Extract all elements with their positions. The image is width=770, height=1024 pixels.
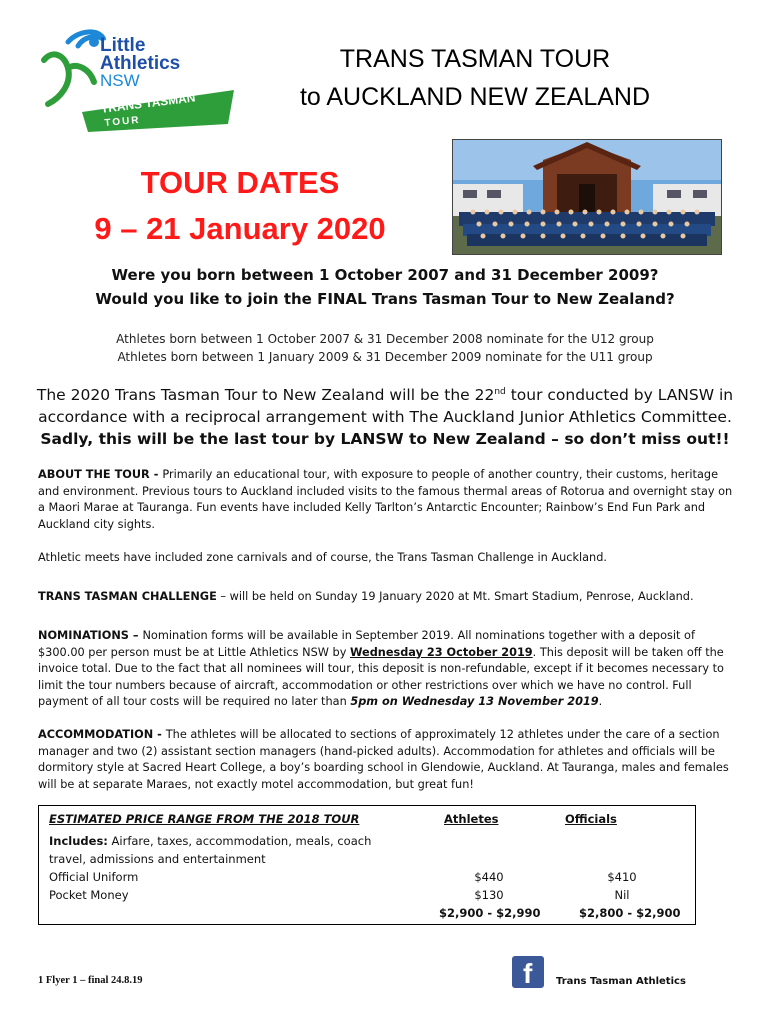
little-athletics-logo <box>38 28 238 138</box>
nominations-paragraph: NOMINATIONS – Nomination forms will be available in September 2019. All nominations together with a deposit of $300.00 per person must be at Little Athletics NSW by Wednesday 23 October 2019. This deposit will be taken off the invoice total. Due to the fact that all nominees will tour, this deposit is non-refundable, except if it becomes necessary to limit the tour numbers because of aircraft, accommodation or other restrictions over which we have no control. Full payment of all tour costs will be required no later than 5pm on Wednesday 13 November 2019. <box>38 629 724 708</box>
logo-line3: NSW <box>100 71 140 90</box>
question-birth-dates: Were you born between 1 October 2007 and 31 December 2009? <box>111 266 659 284</box>
row-athletes-value: $130 <box>474 888 504 902</box>
footer-org: Trans Tasman Athletics <box>556 976 686 987</box>
row-officials-value: $410 <box>607 870 637 884</box>
nominate-u12: Athletes born between 1 October 2007 & 31 December 2008 nominate for the U12 group <box>116 332 654 346</box>
includes-line1: Includes: Airfare, taxes, accommodation, meals, coach <box>49 834 372 848</box>
intro-paragraph <box>30 381 740 450</box>
nominations-deadline: Wednesday 23 October 2019 <box>349 645 533 659</box>
logo-banner-line2: TOUR <box>104 114 141 129</box>
row-officials-value: Nil <box>614 888 630 902</box>
challenge-paragraph <box>38 589 733 606</box>
about-paragraph <box>38 467 733 533</box>
title-line2: to AUCKLAND NEW ZEALAND <box>299 83 651 111</box>
meets-paragraph: Athletic meets have included zone carnivals and of course, the Trans Tasman Challenge in Auckland. <box>38 551 607 564</box>
group-photo <box>452 139 722 255</box>
footer-version: 1 Flyer 1 – final 24.8.19 <box>38 975 143 986</box>
row-item: Official Uniform <box>49 870 139 884</box>
total-officials: $2,800 - $2,900 <box>579 906 681 920</box>
intro-line3: Sadly, this will be the last tour by LANSW to New Zealand – so don’t miss out!! <box>40 430 730 449</box>
accommodation-text: The athletes will be allocated to sections of approximately 12 athletes under the care of a section manager and two (2) assistant section managers (hand-picked adults). Accommodation for athletes and officials will be dormitory style at Sacred Heart College, a boy’s boarding school in Glendowie, Auckland. At Tauranga, males and females will be at separate Maraes, not exactly motel accommodation, but great fun! <box>38 728 729 791</box>
intro-line1: The 2020 Trans Tasman Tour to New Zealand will be the 22nd tour conducted by LANSW in <box>36 386 734 405</box>
question-join-tour: Would you like to join the FINAL Trans Tasman Tour to New Zealand? <box>95 290 675 308</box>
title-line1: TRANS TASMAN TOUR <box>339 45 611 73</box>
price-table-heading: ESTIMATED PRICE RANGE FROM THE 2018 TOUR <box>49 812 360 826</box>
tour-dates-heading: TOUR DATES <box>140 165 340 200</box>
total-athletes: $2,900 - $2,990 <box>439 906 541 920</box>
facebook-icon[interactable] <box>512 956 544 988</box>
about-text: Primarily an educational tour, with exposure to people of another country, their customs, heritage and environment. Previous tours to Auckland included visits to the famous thermal areas of Rotorua and overnight stay on a Maori Marae at Tauranga. Fun events have included Kelly Tarlton’s Antarctic Encounter; Rainbow’s End Fun Park and Auckland city sights. <box>38 468 733 531</box>
challenge-label: TRANS TASMAN CHALLENGE <box>38 590 217 603</box>
page-title <box>250 40 700 116</box>
logo-line2: Athletics <box>100 53 181 74</box>
price-table <box>38 805 696 925</box>
tour-dates <box>70 160 410 252</box>
about-label: ABOUT THE TOUR - <box>38 468 163 481</box>
nominate-u11: Athletes born between 1 January 2009 & 31 December 2009 nominate for the U11 group <box>117 350 653 364</box>
includes-line2: travel, admissions and entertainment <box>49 852 266 866</box>
challenge-text: – will be held on Sunday 19 January 2020 at Mt. Smart Stadium, Penrose, Auckland. <box>216 590 694 603</box>
logo-line1: Little <box>100 35 146 56</box>
logo-banner-line1: TRANS TASMAN <box>100 90 197 116</box>
nominations-label: NOMINATIONS – <box>38 629 143 642</box>
tour-dates-range: 9 – 21 January 2020 <box>94 211 386 246</box>
accommodation-paragraph <box>38 727 733 793</box>
intro-line2: accordance with a reciprocal arrangement with The Auckland Junior Athletics Committee. <box>38 408 732 427</box>
accommodation-label: ACCOMMODATION - <box>38 728 166 741</box>
column-athletes: Athletes <box>444 812 499 826</box>
final-payment-deadline: 5pm on Wednesday 13 November 2019 <box>350 695 599 708</box>
row-athletes-value: $440 <box>474 870 504 884</box>
column-officials: Officials <box>565 812 617 826</box>
facebook-letter: f <box>523 958 533 989</box>
row-item: Pocket Money <box>49 888 129 902</box>
